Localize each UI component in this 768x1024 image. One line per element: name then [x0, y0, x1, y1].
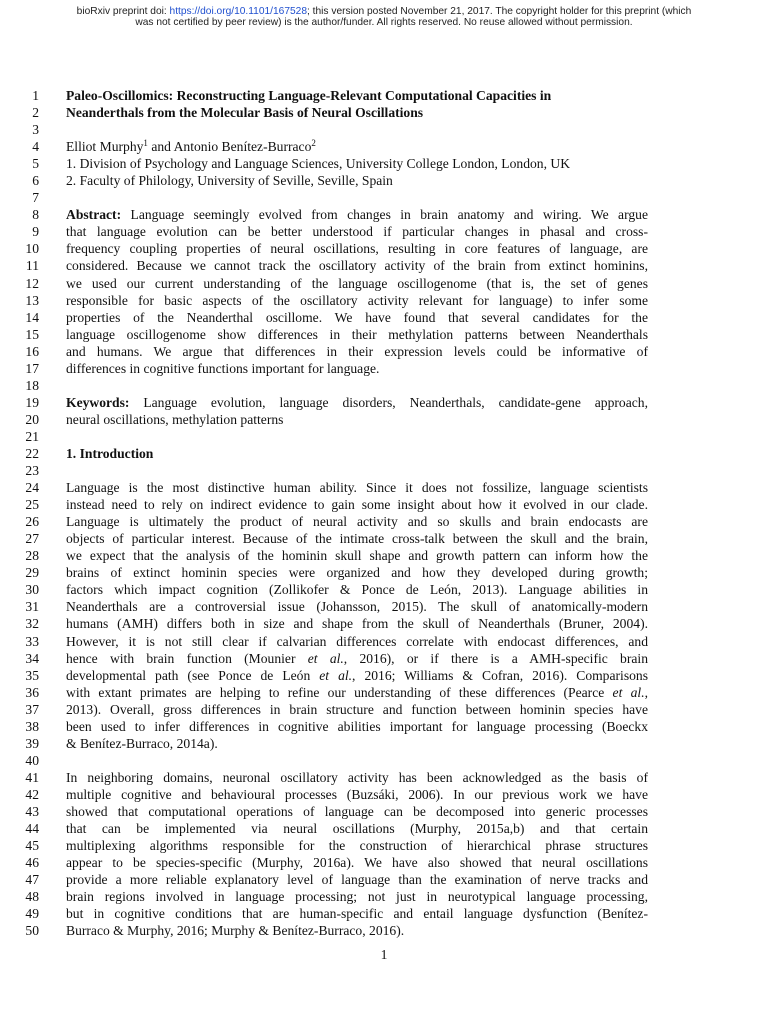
affiliation-2: 2. Faculty of Philology, University of Seville, Seville, Spain [66, 173, 393, 189]
line-number: 35 [25, 667, 39, 683]
line-number: 38 [25, 718, 39, 734]
line-14 [0, 309, 768, 326]
line-26 [0, 513, 768, 530]
page-number: 1 [380, 947, 388, 962]
line-number: 3 [32, 122, 39, 138]
abstract-line: that language evolution can be better understood if particular changes in phasal and cross- [66, 224, 648, 240]
body-line: been used to infer differences in cognitive abilities important for language processing (Boeckx [66, 718, 648, 734]
section-heading: 1. Introduction [66, 445, 154, 461]
line-41 [0, 769, 768, 786]
body-line: & Benítez-Burraco, 2014a). [66, 735, 218, 751]
line-23 [0, 462, 768, 479]
line-30 [0, 581, 768, 598]
line-number: 29 [25, 565, 39, 581]
line-34 [0, 650, 768, 667]
line-number: 16 [25, 343, 39, 359]
line-10 [0, 240, 768, 257]
author-1-affiliation: 1 [143, 138, 148, 149]
line-48 [0, 888, 768, 905]
line-5 [0, 155, 768, 172]
line-50 [0, 922, 768, 939]
line-number: 18 [25, 377, 39, 393]
body-line: 2013). Overall, gross differences in brain structure and function between hominin species have [66, 701, 648, 717]
line-number: 17 [25, 360, 39, 376]
line-number: 19 [25, 394, 39, 410]
author-2-affiliation: 2 [311, 138, 316, 149]
line-number: 7 [32, 190, 39, 206]
line-18 [0, 377, 768, 394]
line-number: 45 [25, 838, 39, 854]
line-17 [0, 360, 768, 377]
line-15 [0, 326, 768, 343]
line-number: 42 [25, 786, 39, 802]
body-line: hence with brain function (Mounier et al., 2016), or if there is a AMH-specific brain [66, 650, 648, 666]
doi-link[interactable]: https://doi.org/10.1101/167528 [169, 6, 307, 17]
authors [66, 138, 648, 155]
line-7 [0, 189, 768, 206]
line-number: 44 [25, 821, 39, 837]
line-28 [0, 547, 768, 564]
line-number: 39 [25, 735, 39, 751]
line-39 [0, 735, 768, 752]
line-number: 12 [25, 275, 39, 291]
body-line: but in cognitive conditions that are human-specific and entail language dysfunction (Benítez- [66, 906, 648, 922]
line-number: 5 [32, 156, 39, 172]
abstract-line: Abstract: Language seemingly evolved from changes in brain anatomy and wiring. We argue [66, 207, 648, 223]
keywords-line: neural oscillations, methylation patterns [66, 411, 284, 427]
line-32 [0, 615, 768, 632]
abstract-line: and humans. We argue that differences in their expression levels could be informative of [66, 343, 648, 359]
line-21 [0, 428, 768, 445]
line-number: 22 [25, 445, 39, 461]
keywords-label: Keywords: [66, 394, 130, 410]
line-11 [0, 257, 768, 274]
line-4 [0, 138, 768, 155]
preprint-header [0, 6, 768, 28]
abstract-line: language oscillogenome show differences in their methylation patterns between Neanderthals [66, 326, 648, 342]
line-number: 21 [25, 428, 39, 444]
line-6 [0, 172, 768, 189]
line-number: 2 [32, 105, 39, 121]
body-line: appear to be species-specific (Murphy, 2016a). We have also showed that neural oscillations [66, 855, 648, 871]
keywords-line: Keywords: Language evolution, language disorders, Neanderthals, candidate-gene approach, [66, 394, 648, 410]
author-1: Elliot Murphy [66, 139, 144, 155]
line-38 [0, 718, 768, 735]
body-line: objects of particular interest. Because of the intimate cross-talk between the skull and the brain, [66, 531, 648, 547]
line-22 [0, 445, 768, 462]
line-number: 50 [25, 923, 39, 939]
line-number: 43 [25, 803, 39, 819]
line-9 [0, 223, 768, 240]
header-line-1 [0, 6, 768, 17]
body-line: instead need to rely on indirect evidence to gain some insight about how it evolved in our clade. [66, 497, 648, 513]
body-line: Language is ultimately the product of neural activity and so skulls and brain endocasts are [66, 514, 648, 530]
line-number: 32 [25, 616, 39, 632]
line-1 [0, 87, 768, 104]
line-2 [0, 104, 768, 121]
line-31 [0, 598, 768, 615]
body-line: humans (AMH) differs both in size and shape from the skull of Neanderthals (Bruner, 2004). [66, 616, 648, 632]
abstract-line: frequency coupling properties of neural oscillations, resulting in core features of language, are [66, 241, 648, 257]
line-number: 14 [25, 309, 39, 325]
line-number: 40 [25, 752, 39, 768]
line-24 [0, 479, 768, 496]
line-42 [0, 786, 768, 803]
line-number: 47 [25, 872, 39, 888]
abstract-line: we used our current understanding of the language oscillogenome (that is, the set of genes [66, 275, 648, 291]
line-36 [0, 684, 768, 701]
body-line: showed that computational operations of language can be decomposed into generic processes [66, 803, 648, 819]
line-43 [0, 803, 768, 820]
line-number: 20 [25, 411, 39, 427]
body-line: that can be implemented via neural oscillations (Murphy, 2015a,b) and that certain [66, 821, 648, 837]
paper-title-line-2: Neanderthals from the Molecular Basis of Neural Oscillations [66, 105, 424, 121]
line-44 [0, 820, 768, 837]
line-49 [0, 905, 768, 922]
line-number: 31 [25, 599, 39, 615]
abstract-line: differences in cognitive functions important for language. [66, 360, 380, 376]
header-suffix: ; this version posted November 21, 2017. The copyright holder for this preprint (which [307, 6, 692, 17]
line-number: 41 [25, 769, 39, 785]
line-29 [0, 564, 768, 581]
body-line: However, it is not still clear if calvarian differences correlate with endocast differences, and [66, 633, 648, 649]
line-35 [0, 667, 768, 684]
line-25 [0, 496, 768, 513]
line-number: 25 [25, 497, 39, 513]
body-line: with extant primates are helping to refine our understanding of these differences (Pearce et al., [66, 684, 648, 700]
line-47 [0, 871, 768, 888]
affiliation-1: 1. Division of Psychology and Language Sciences, University College London, London, UK [66, 156, 571, 172]
line-number: 23 [25, 463, 39, 479]
line-number: 6 [32, 173, 39, 189]
line-33 [0, 633, 768, 650]
author-2: and Antonio Benítez-Burraco [147, 139, 312, 155]
line-12 [0, 275, 768, 292]
body-line: brains of extinct hominin species were organized and how they developed during growth; [66, 565, 648, 581]
abstract-line: considered. Because we cannot track the oscillatory activity of the brain from extinct hominins, [66, 258, 648, 274]
line-46 [0, 854, 768, 871]
line-number: 1 [32, 88, 39, 103]
line-number: 33 [25, 633, 39, 649]
line-number: 37 [25, 701, 39, 717]
abstract-label: Abstract: [66, 207, 122, 223]
line-16 [0, 343, 768, 360]
body-line: factors which impact cognition (Zollikofer & Ponce de León, 2013). Language abilities in [66, 582, 648, 598]
line-number: 15 [25, 326, 39, 342]
line-19 [0, 394, 768, 411]
body-line: provide a more reliable explanatory level of language than the examination of nerve tracks and [66, 872, 648, 888]
paper-title-line-1: Paleo-Oscillomics: Reconstructing Language-Relevant Computational Capacities in [66, 88, 552, 103]
body-line: we expect that the analysis of the hominin skull shape and growth pattern can inform how the [66, 548, 648, 564]
line-27 [0, 530, 768, 547]
line-number: 30 [25, 582, 39, 598]
line-number: 49 [25, 906, 39, 922]
line-3 [0, 121, 768, 138]
body-line: Language is the most distinctive human ability. Since it does not fossilize, language scientists [66, 480, 648, 496]
header-prefix: bioRxiv preprint doi: [76, 6, 170, 17]
line-number: 36 [25, 684, 39, 700]
line-40 [0, 752, 768, 769]
line-number: 48 [25, 889, 39, 905]
line-8 [0, 206, 768, 223]
line-number: 4 [32, 139, 39, 155]
abstract-line: responsible for basic aspects of the oscillatory activity relevant for language) to infer some [66, 292, 648, 308]
line-number: 34 [25, 650, 39, 666]
body-line: developmental path (see Ponce de León et al., 2016; Williams & Cofran, 2016). Comparisons [66, 667, 648, 683]
line-20 [0, 411, 768, 428]
abstract-line: properties of the Neanderthal oscillome. We have found that several candidates for the [66, 309, 648, 325]
line-37 [0, 701, 768, 718]
header-line-2: was not certified by peer review) is the author/funder. All rights reserved. No reuse allowed without permission. [135, 17, 633, 28]
line-number: 28 [25, 548, 39, 564]
line-number: 9 [32, 224, 39, 240]
body-line: multiplexing algorithms responsible for the construction of hierarchical phrase structures [66, 838, 648, 854]
body-line: brain regions involved in language processing; not just in neurotypical language processing, [66, 889, 648, 905]
line-number: 13 [25, 292, 39, 308]
line-number: 27 [25, 531, 39, 547]
body-line: In neighboring domains, neuronal oscillatory activity has been acknowledged as the basis of [66, 769, 648, 785]
line-number: 8 [32, 207, 39, 223]
line-45 [0, 837, 768, 854]
line-13 [0, 292, 768, 309]
line-number: 10 [25, 241, 39, 257]
line-number: 46 [25, 855, 39, 871]
line-number: 26 [25, 514, 39, 530]
body-line: Burraco & Murphy, 2016; Murphy & Benítez-Burraco, 2016). [66, 923, 405, 939]
line-number: 11 [25, 258, 39, 274]
line-number: 24 [25, 480, 39, 496]
body-line: Neanderthals are a controversial issue (Johansson, 2015). The skull of anatomically-modern [66, 599, 648, 615]
body-line: multiple cognitive and behavioural processes (Buzsáki, 2006). In our previous work we have [66, 786, 648, 802]
paper-page [0, 87, 768, 939]
